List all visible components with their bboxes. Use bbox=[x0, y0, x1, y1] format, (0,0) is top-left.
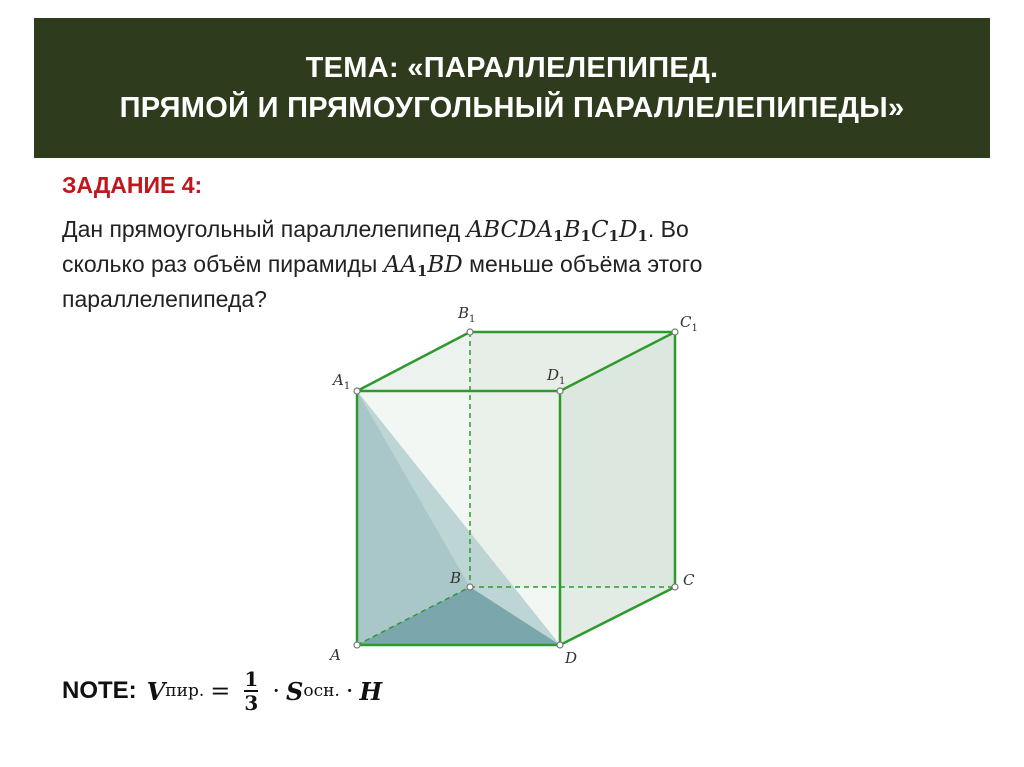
formula-dot-1: · bbox=[272, 677, 280, 705]
note-label: NOTE: bbox=[62, 677, 137, 704]
volume-formula bbox=[147, 668, 383, 714]
formula-s: S bbox=[286, 676, 304, 706]
vertex-b1 bbox=[467, 329, 473, 335]
pyramid-name: $AA_1BD$ bbox=[383, 252, 463, 280]
formula-dot-2: · bbox=[345, 677, 354, 705]
label-c1: $C_1$ bbox=[680, 313, 698, 334]
task-line-2 bbox=[62, 247, 912, 282]
vertex-a bbox=[354, 642, 360, 648]
fraction-denominator: 3 bbox=[244, 691, 259, 715]
task-text-1: Дан прямоугольный параллелепипед bbox=[62, 216, 467, 242]
formula-h: H bbox=[359, 676, 383, 706]
vertex-a1 bbox=[354, 388, 360, 394]
label-b: B bbox=[450, 569, 462, 587]
vertex-d bbox=[557, 642, 563, 648]
formula-fraction bbox=[244, 668, 258, 714]
vertex-b bbox=[467, 584, 473, 590]
task-line-1 bbox=[62, 212, 912, 247]
note-formula bbox=[62, 668, 382, 714]
solid-name: $ABCDA_1B_1C_1D_1$ bbox=[466, 217, 648, 245]
task-text-3: сколько раз объём пирамиды bbox=[62, 251, 384, 277]
formula-v: V bbox=[146, 676, 166, 706]
fraction-numerator: 1 bbox=[244, 667, 259, 691]
label-d1: $D_1$ bbox=[547, 366, 566, 387]
label-d: D bbox=[565, 649, 578, 667]
label-a1: $A_1$ bbox=[333, 371, 351, 392]
vertex-d1 bbox=[557, 388, 563, 394]
header-title-line-2: ПРЯМОЙ И ПРЯМОУГОЛЬНЫЙ ПАРАЛЛЕЛЕПИПЕДЫ» bbox=[119, 92, 905, 124]
formula-s-sub: осн. bbox=[303, 681, 340, 701]
task-text-4: меньше объёма этого bbox=[462, 251, 703, 277]
header-title-line-1: ТЕМА: «ПАРАЛЛЕЛЕПИПЕД. bbox=[305, 52, 719, 84]
task-text-2: . Во bbox=[647, 216, 689, 242]
label-a: A bbox=[330, 646, 341, 664]
label-c: C bbox=[683, 571, 695, 589]
task-line-3: параллелепипеда? bbox=[62, 286, 267, 312]
formula-eq: = bbox=[210, 677, 231, 705]
vertex-c bbox=[672, 584, 678, 590]
vertex-c1 bbox=[672, 329, 678, 335]
parallelepiped-figure bbox=[320, 300, 720, 670]
formula-v-sub: пир. bbox=[165, 681, 205, 701]
task-title: ЗАДАНИЕ 4: bbox=[62, 172, 203, 198]
slide-header bbox=[34, 18, 990, 158]
label-b1: $B_1$ bbox=[458, 304, 476, 325]
